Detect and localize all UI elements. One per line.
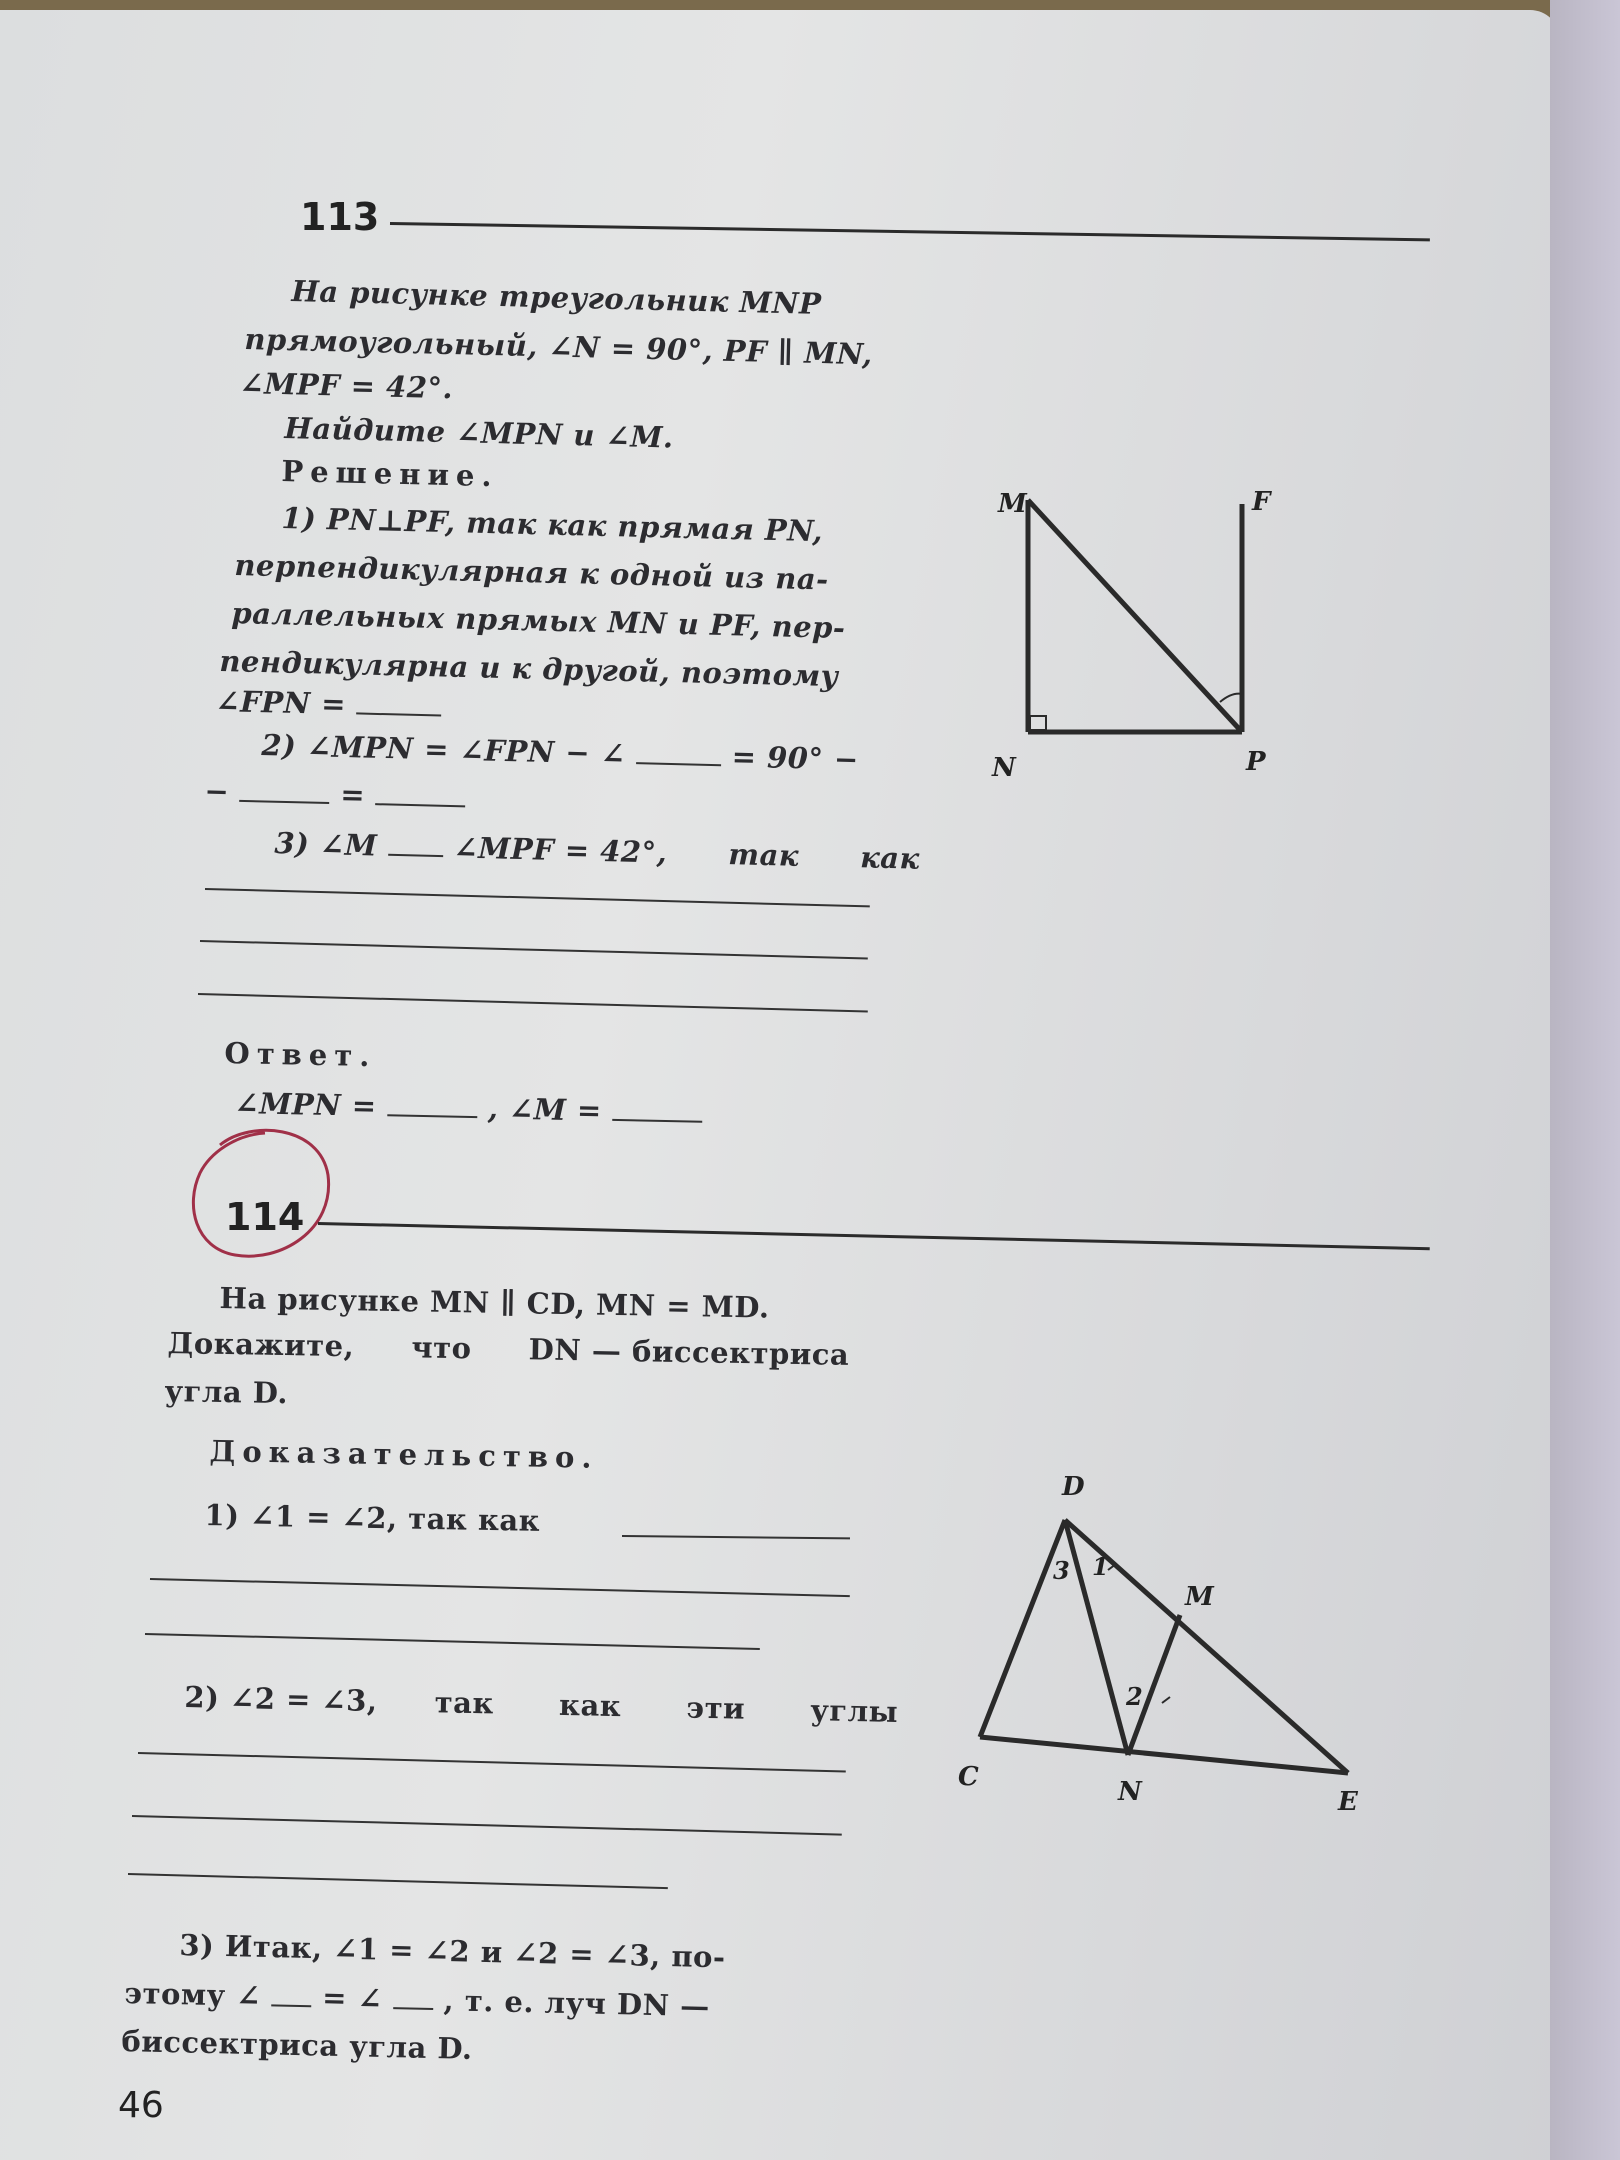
- p114-prove: Докажите,: [167, 1325, 355, 1364]
- p114-step1: 1) ∠1 = ∠2, так как: [204, 1497, 541, 1538]
- answer-blank: [376, 779, 467, 807]
- answer-blank: [387, 1090, 478, 1118]
- segment-mp: [1028, 500, 1242, 732]
- p113-statement-line3: ∠MPF = 42°.: [239, 365, 454, 406]
- answer-blank: [612, 1095, 703, 1123]
- problem-113-number: 113: [300, 195, 380, 239]
- angle-label-2: 2: [1126, 1682, 1143, 1711]
- p114-proof-label: Доказательство.: [209, 1433, 599, 1475]
- label-e: E: [1338, 1787, 1358, 1817]
- p114-step2-d: эти: [686, 1690, 746, 1726]
- answer-blank: [240, 776, 331, 804]
- p113-solution-label: Решение.: [281, 453, 499, 494]
- p114-step2-a: 2) ∠2 = ∠3,: [184, 1679, 378, 1719]
- p114-figure: [940, 1465, 1380, 1825]
- p114-that: что: [411, 1330, 472, 1366]
- p113-step1-line2: перпендикулярная к одной из па-: [234, 547, 830, 597]
- p113-step3-tak: так: [727, 837, 800, 873]
- p113-answer-label: Ответ.: [224, 1035, 377, 1074]
- label-n: N: [1118, 1777, 1142, 1807]
- p114-step3-line3: биссектриса угла D.: [121, 2023, 474, 2066]
- p113-statement-line2: прямоугольный, ∠N = 90°, PF ∥ MN,: [244, 321, 873, 372]
- p113-step2-minus: −: [204, 773, 230, 809]
- p113-step1-line1: 1) PN⊥PF, так как прямая PN,: [281, 500, 824, 549]
- p113-statement-line1: На рисунке треугольник MNP: [291, 273, 822, 321]
- p113-step2-text: 2) ∠MPN = ∠FPN − ∠: [261, 727, 626, 771]
- p113-step2-eq: =: [340, 777, 366, 812]
- problem-114-number: 114: [225, 1195, 305, 1239]
- page-number: 46: [118, 2085, 164, 2126]
- p113-figure-lines: [1028, 500, 1242, 732]
- answer-blank: [356, 688, 442, 716]
- label-n: N: [992, 753, 1016, 783]
- p113-step3-m: 3) ∠M: [274, 825, 378, 863]
- p114-statement-line3: угла D.: [164, 1373, 289, 1411]
- p113-answer-m: , ∠M =: [487, 1091, 603, 1128]
- p113-step3-kak: как: [859, 840, 921, 876]
- p114-step3-angle1: этому ∠: [124, 1975, 262, 2014]
- p114-step2-c: как: [558, 1687, 622, 1724]
- red-circle-mark: [180, 1115, 340, 1270]
- angle-label-1: 1: [1092, 1552, 1109, 1581]
- p113-step2-text2: = 90° −: [731, 739, 860, 777]
- label-p: P: [1246, 747, 1266, 777]
- p113-step3-mpf: ∠MPF = 42°,: [453, 830, 668, 870]
- p114-figure-lines: [980, 1520, 1348, 1773]
- right-angle-mark: [1030, 716, 1046, 730]
- p114-step2-e: углы: [809, 1693, 899, 1729]
- answer-blank: [388, 830, 444, 857]
- answer-blank: [271, 1980, 312, 2007]
- angle-label-3: 3: [1053, 1556, 1070, 1585]
- label-m: M: [998, 489, 1027, 519]
- label-m: M: [1185, 1582, 1214, 1612]
- p114-step2-b: так: [434, 1685, 495, 1721]
- p113-step1-line5: [215, 678, 442, 730]
- p113-step2-line2: [204, 768, 466, 820]
- p113-task: Найдите ∠MPN и ∠M.: [284, 410, 674, 455]
- p114-bisector: DN — биссектриса: [528, 1332, 850, 1372]
- p114-statement-line1: На рисунке MN ∥ CD, MN = MD.: [219, 1280, 770, 1325]
- segment-dc: [980, 1520, 1065, 1737]
- answer-blank: [636, 738, 722, 766]
- answer-blank: [393, 1983, 434, 2010]
- p113-step1-line3: раллельных прямых MN и PF, пер-: [231, 595, 846, 645]
- p114-step3-line1: 3) Итак, ∠1 = ∠2 и ∠2 = ∠3, по-: [179, 1927, 726, 1975]
- segment-ce: [980, 1737, 1348, 1773]
- label-c: C: [958, 1762, 979, 1792]
- p113-figure: [970, 470, 1310, 800]
- label-d: D: [1062, 1472, 1085, 1502]
- p113-step1-fpn: ∠FPN =: [215, 683, 347, 722]
- angle-arc-mpf: [1220, 694, 1242, 702]
- label-f: F: [1252, 487, 1271, 517]
- p113-answer-mpn: ∠MPN =: [234, 1085, 377, 1123]
- p114-step3-ray: , т. е. луч DN —: [443, 1983, 711, 2024]
- p114-step3-angle2: = ∠: [321, 1980, 383, 2016]
- p113-step1-line4: пендикулярна и к другой, поэтому: [219, 643, 839, 694]
- next-page-edge: [1550, 0, 1620, 2160]
